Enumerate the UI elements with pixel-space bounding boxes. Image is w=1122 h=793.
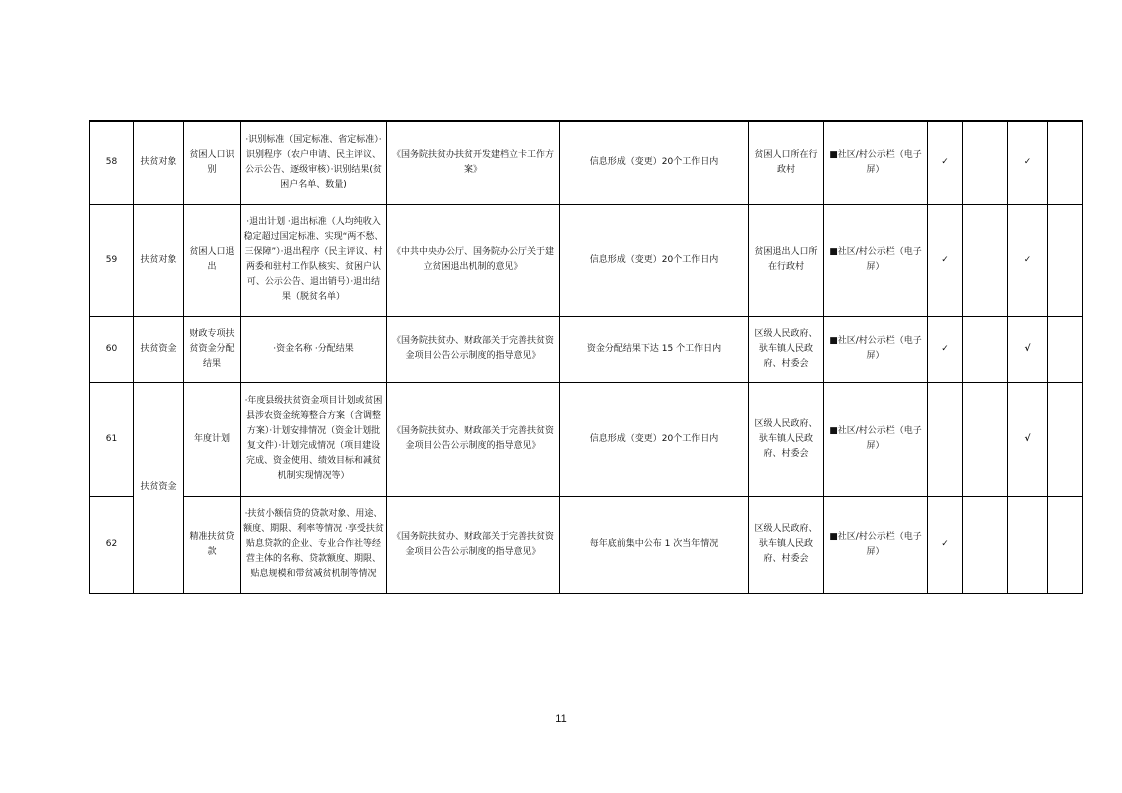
timeline-cell: 每年底前集中公布 1 次当年情况 bbox=[560, 496, 749, 593]
table-row bbox=[90, 316, 1083, 382]
row-index: 58 bbox=[90, 121, 134, 204]
item-cell: 精准扶贫贷款 bbox=[184, 496, 241, 593]
category-cell: 扶贫资金 bbox=[134, 316, 184, 382]
row-index: 61 bbox=[90, 382, 134, 496]
check-mark-cell bbox=[963, 382, 1008, 496]
timeline-cell: 信息形成（变更）20个工作日内 bbox=[560, 121, 749, 204]
channel-cell: ■社区/村公示栏（电子屏） bbox=[824, 382, 928, 496]
basis-cell: 《国务院扶贫办扶贫开发建档立卡工作方案》 bbox=[387, 121, 560, 204]
row-index: 60 bbox=[90, 316, 134, 382]
check-mark-cell: ✓ bbox=[928, 204, 963, 316]
check-mark-cell bbox=[1048, 382, 1083, 496]
item-cell: 贫困人口识别 bbox=[184, 121, 241, 204]
requirement-cell: ·识别标准（国定标准、省定标准）·识别程序（农户申请、民主评议、公示公告、逐级审核）·识别结果(贫困户名单、数量) bbox=[241, 121, 387, 204]
item-cell: 贫困人口退出 bbox=[184, 204, 241, 316]
timeline-cell: 信息形成（变更）20个工作日内 bbox=[560, 382, 749, 496]
item-cell: 年度计划 bbox=[184, 382, 241, 496]
item-cell: 财政专项扶贫资金分配结果 bbox=[184, 316, 241, 382]
table-row bbox=[90, 496, 1083, 593]
check-mark-cell: ✓ bbox=[1008, 204, 1048, 316]
check-mark-cell: ✓ bbox=[928, 496, 963, 593]
basis-cell: 《国务院扶贫办、财政部关于完善扶贫资金项目公告公示制度的指导意见》 bbox=[387, 496, 560, 593]
timeline-cell: 信息形成（变更）20个工作日内 bbox=[560, 204, 749, 316]
timeline-cell: 资金分配结果下达 15 个工作日内 bbox=[560, 316, 749, 382]
category-cell: 扶贫资金 bbox=[134, 382, 184, 593]
table-row bbox=[90, 121, 1083, 204]
basis-cell: 《中共中央办公厅、国务院办公厅关于建立贫困退出机制的意见》 bbox=[387, 204, 560, 316]
disclosure-table bbox=[89, 120, 1083, 594]
check-mark-cell bbox=[963, 204, 1008, 316]
subject-cell: 贫困人口所在行政村 bbox=[749, 121, 824, 204]
subject-cell: 贫困退出人口所在行政村 bbox=[749, 204, 824, 316]
channel-cell: ■社区/村公示栏（电子屏） bbox=[824, 496, 928, 593]
check-mark-cell: √ bbox=[1008, 316, 1048, 382]
table-row bbox=[90, 382, 1083, 496]
requirement-cell: ·资金名称 ·分配结果 bbox=[241, 316, 387, 382]
subject-cell: 区级人民政府、驮车镇人民政府、村委会 bbox=[749, 316, 824, 382]
page-number: 11 bbox=[555, 713, 567, 725]
category-cell: 扶贫对象 bbox=[134, 121, 184, 204]
check-mark-cell bbox=[1048, 316, 1083, 382]
subject-cell: 区级人民政府、驮车镇人民政府、村委会 bbox=[749, 496, 824, 593]
check-mark-cell bbox=[1048, 496, 1083, 593]
check-mark-cell bbox=[1048, 121, 1083, 204]
check-mark-cell bbox=[963, 496, 1008, 593]
basis-cell: 《国务院扶贫办、财政部关于完善扶贫资金项目公告公示制度的指导意见》 bbox=[387, 316, 560, 382]
category-cell: 扶贫对象 bbox=[134, 204, 184, 316]
row-index: 59 bbox=[90, 204, 134, 316]
check-mark-cell: ✓ bbox=[928, 316, 963, 382]
check-mark-cell: ✓ bbox=[928, 121, 963, 204]
requirement-cell: ·退出计划 ·退出标准（人均纯收入稳定超过国定标准、实现“两不愁、三保障”）·退出程序（民主评议、村两委和驻村工作队核实、贫困户认可、公示公告、退出销号）·退出结果（脱贫名单） bbox=[241, 204, 387, 316]
channel-cell: ■社区/村公示栏（电子屏） bbox=[824, 204, 928, 316]
requirement-cell: ·年度县级扶贫资金项目计划或贫困县涉农资金统筹整合方案（含调整方案）·计划安排情况（资金计划批复文件）·计划完成情况（项目建设完成、资金使用、绩效目标和减贫机制实现情况等） bbox=[241, 382, 387, 496]
channel-cell: ■社区/村公示栏（电子屏） bbox=[824, 316, 928, 382]
check-mark-cell bbox=[1008, 496, 1048, 593]
check-mark-cell bbox=[963, 316, 1008, 382]
check-mark-cell bbox=[963, 121, 1008, 204]
channel-cell: ■社区/村公示栏（电子屏） bbox=[824, 121, 928, 204]
check-mark-cell: ✓ bbox=[1008, 121, 1048, 204]
subject-cell: 区级人民政府、驮车镇人民政府、村委会 bbox=[749, 382, 824, 496]
row-index: 62 bbox=[90, 496, 134, 593]
check-mark-cell bbox=[1048, 204, 1083, 316]
basis-cell: 《国务院扶贫办、财政部关于完善扶贫资金项目公告公示制度的指导意见》 bbox=[387, 382, 560, 496]
check-mark-cell bbox=[928, 382, 963, 496]
requirement-cell: ·扶贫小额信贷的贷款对象、用途、额度、期限、利率等情况 ·享受扶贫贴息贷款的企业、专业合作社等经营主体的名称、贷款额度、期限、贴息规模和带贫减贫机制等情况 bbox=[241, 496, 387, 593]
check-mark-cell: √ bbox=[1008, 382, 1048, 496]
table-row bbox=[90, 204, 1083, 316]
